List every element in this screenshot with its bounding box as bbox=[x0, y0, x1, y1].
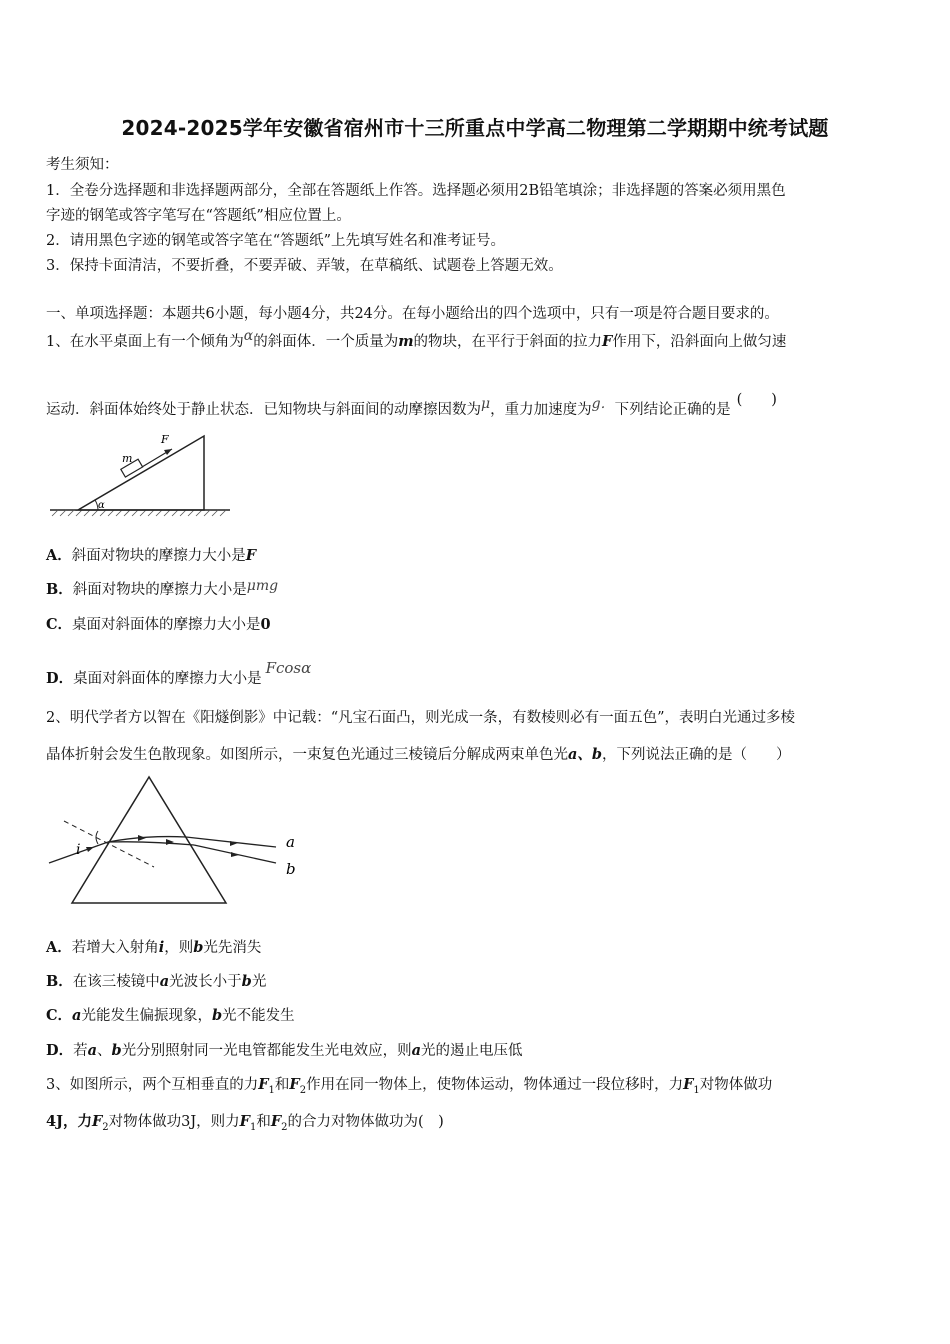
q2-option-a[interactable]: A．若增大入射角i，则b光先消失 bbox=[46, 939, 262, 956]
label-b: b bbox=[286, 860, 296, 878]
q3-stem-line1: 3、如图所示，两个互相垂直的力$F_1$和$F_2$作用在同一物体上，使物体运动，物体通过一段位移时，力$F_1$对物体做功 bbox=[46, 1076, 773, 1096]
q1-option-d[interactable]: D．桌面对斜面体的摩擦力大小是Fcosα bbox=[46, 659, 312, 687]
label-alpha: α bbox=[98, 500, 105, 511]
q1-option-a[interactable]: A．斜面对物块的摩擦力大小是F bbox=[46, 547, 257, 564]
page-title: 2024-2025学年安徽省宿州市十三所重点中学高二物理第二学期期中统考试题 bbox=[121, 116, 829, 140]
q2-stem-line2: 晶体折射会发生色散现象。如图所示，一束复色光通过三棱镜后分解成两束单色光a、b，下列说法正确的是（ ） bbox=[46, 746, 791, 763]
q1-stem-line2: 运动．斜面体始终处于静止状态．已知物块与斜面间的动摩擦因数为μ，重力加速度为g．下列结论正确的是( ) bbox=[46, 392, 777, 418]
label-i: i bbox=[76, 842, 81, 858]
q2-option-d[interactable]: D．若a、b光分别照射同一光电管都能发生光电效应，则a光的遏止电压低 bbox=[46, 1042, 523, 1059]
notice-heading: 考生须知： bbox=[46, 157, 119, 173]
q1-option-c[interactable]: C．桌面对斜面体的摩擦力大小是0 bbox=[46, 616, 271, 633]
label-a: a bbox=[286, 833, 295, 851]
q2-option-b[interactable]: B．在该三棱镜中a光波长小于b光 bbox=[46, 973, 267, 990]
section-heading: 一、单项选择题：本题共6小题，每小题4分，共24分。在每小题给出的四个选项中，只有一项是符合题目要求的。 bbox=[46, 306, 779, 322]
notice-item: 2．请用黑色字迹的钢笔或答字笔在“答题纸”上先填写姓名和准考证号。 bbox=[46, 233, 506, 249]
q1-option-b[interactable]: B．斜面对物块的摩擦力大小是μmg bbox=[46, 578, 279, 598]
prism-figure bbox=[46, 775, 306, 910]
incline-triangle bbox=[78, 436, 204, 510]
incline-figure bbox=[46, 428, 236, 520]
notice-item: 3．保持卡面清洁，不要折叠，不要弄破、弄皱，在草稿纸、试题卷上答题无效。 bbox=[46, 258, 563, 274]
label-m: m bbox=[122, 452, 133, 465]
q1-stem-line1: 1、在水平桌面上有一个倾角为α的斜面体．一个质量为m的物块，在平行于斜面的拉力F作用下，沿斜面向上做匀速 bbox=[46, 328, 787, 350]
q2-stem-line1: 2、明代学者方以智在《阳燧倒影》中记载：“凡宝石面凸，则光成一条，有数棱则必有一面五色”，表明白光通过多棱 bbox=[46, 710, 796, 726]
notice-item: 1．全卷分选择题和非选择题两部分，全部在答题纸上作答。选择题必须用2B铅笔填涂；非选择题的答案必须用黑色 bbox=[46, 183, 786, 199]
q2-option-c[interactable]: C．a光能发生偏振现象，b光不能发生 bbox=[46, 1007, 295, 1024]
prism-triangle bbox=[72, 777, 226, 903]
notice-item: 字迹的钢笔或答字笔写在“答题纸”相应位置上。 bbox=[46, 208, 351, 224]
label-F: F bbox=[161, 433, 169, 446]
q3-stem-line2: 4J，力$F_2$对物体做功3J，则力$F_1$和$F_2$的合力对物体做功为( ) bbox=[46, 1113, 444, 1133]
